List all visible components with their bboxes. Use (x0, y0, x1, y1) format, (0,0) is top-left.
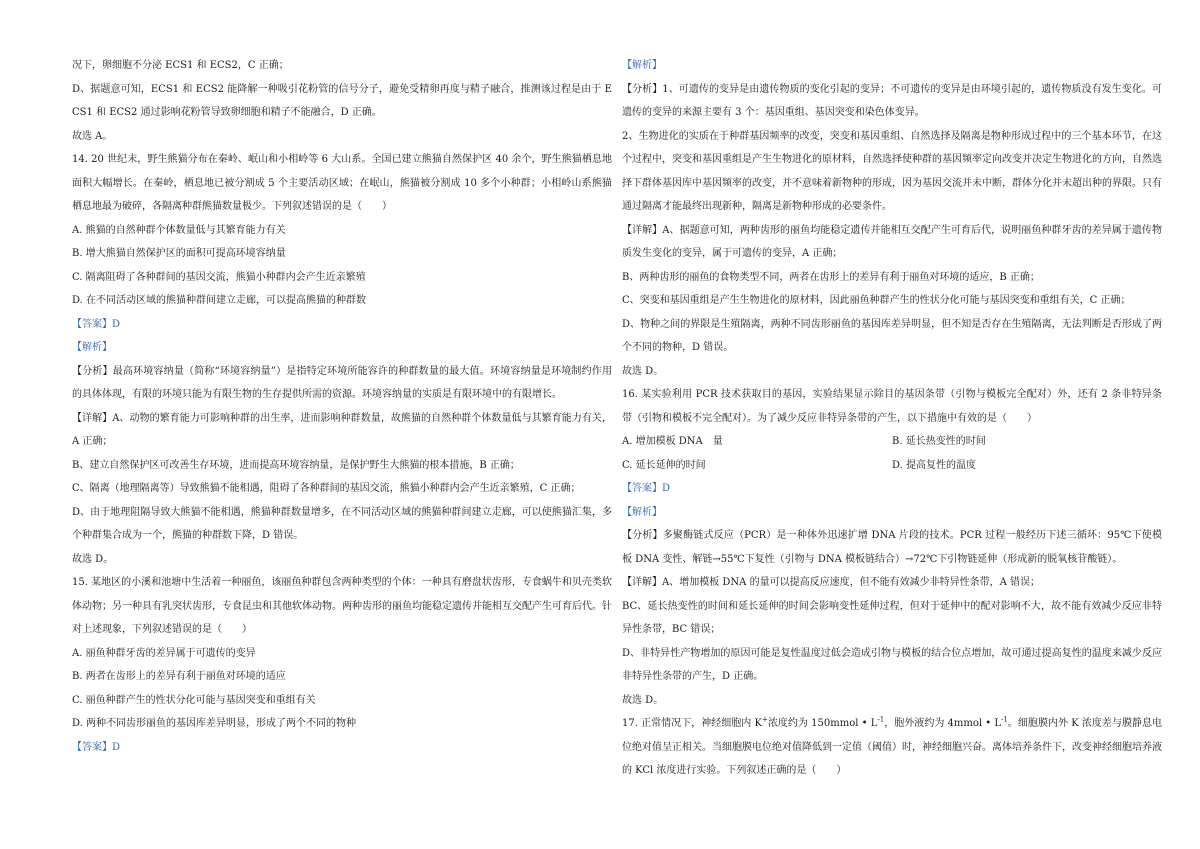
option-d: D. 在不同活动区域的熊猫种群间建立走廊，可以提高熊猫的种群数 (72, 295, 367, 306)
analysis-paragraph: 【分析】最高环境容纳量（简称“环境容纳量”）是指特定环境所能容许的种群数量的最大值。环境容纳量是环境制约作用的具体体现，有限的环境只能为有限生物的生存提供所需的资源。环境容纳量的实质是有限环境中的有限增长。 (72, 365, 612, 400)
conclusion: 故选 D。 (622, 365, 664, 377)
option-d: D. 两种不同齿形丽鱼的基因库差异明显，形成了两个不同的物种 (72, 718, 357, 729)
left-column (72, 54, 612, 759)
option-b: B. 延长热变性的时间 (892, 436, 986, 447)
detail-paragraph: C、隔离（地理隔离等）导致熊猫不能相遇，阻碍了各种群间的基因交流，熊猫小种群内会产生近亲繁殖，C 正确； (72, 483, 581, 494)
q17-sup-1: + (762, 715, 768, 724)
detail-paragraph: BC、延长热变性的时间和延长延伸的时间会影响变性延伸过程，但对于延伸中的配对影响不大，故不能有效减少反应非特异性条带，BC 错误； (622, 600, 1162, 635)
option-b: B. 增大熊猫自然保护区的面积可提高环境容纳量 (72, 248, 286, 259)
question-16-options (622, 430, 1162, 477)
detail-paragraph: 【详解】A、据题意可知，两种齿形的丽鱼均能稳定遗传并能相互交配产生可育后代，说明丽鱼种群牙齿的差异属于遗传物质发生变化的变异，属于可遗传的变异，A 正确； (622, 224, 1162, 259)
question-15-stem: 15. 某地区的小溪和池塘中生活着一种丽鱼，该丽鱼种群包含两种类型的个体：一种具有磨盘状齿形，专食蜗牛和贝壳类软体动物；另一种具有乳突状齿形，专食昆虫和其他软体动物。两种齿形的丽鱼均能稳定遗传并能相互交配产生可育后代。针对上述现象，下列叙述错误的是（ ） (72, 577, 612, 635)
conclusion: 故选 D。 (622, 694, 664, 706)
text-paragraph: D、据题意可知，ECS1 和 ECS2 能降解一种吸引花粉管的信号分子，避免受精卵再度与精子融合，推测该过程是由于 ECS1 和 ECS2 通过影响花粉管导致卵细胞和精子不能融合，D 正确。 (72, 83, 612, 118)
q17-sup-3: -1 (1001, 715, 1008, 724)
option-a: A. 熊猫的自然种群个体数量低与其繁育能力有关 (72, 224, 286, 236)
option-c: C. 隔离阻碍了各种群间的基因交流，熊猫小种群内会产生近亲繁殖 (72, 271, 366, 283)
analysis-label: 【解析】 (72, 342, 112, 353)
option-a: A. 增加模板 DNA 量 (622, 436, 723, 447)
analysis-paragraph: 【分析】多聚酶链式反应（PCR）是一种体外迅速扩增 DNA 片段的技术。PCR 过程一般经历下述三循环：95℃下使模板 DNA 变性、解链→55℃下复性（引物与 DNA 模板链结合）→72℃下引物链延伸（形成新的脱氧核苷酸链）。 (622, 530, 1162, 565)
option-d: D. 提高复性的温度 (892, 459, 977, 471)
option-a: A. 丽鱼种群牙齿的差异属于可遗传的变异 (72, 647, 256, 659)
conclusion: 故选 D。 (72, 553, 114, 565)
q17-text-4: 。细胞膜内外 K 浓度差与膜静息电位绝对值呈正相关。当细胞膜电位绝对值降低到一定值（阈值）时，神经细胞兴奋。离体培养条件下，改变神经细胞培养液的 KCl 浓度进行实验。下列叙述正确的是（ ） (622, 718, 1163, 776)
analysis-label: 【解析】 (622, 60, 662, 71)
answer-label: 【答案】D (72, 318, 121, 330)
q17-text-1: 17. 正常情况下，神经细胞内 K (622, 718, 762, 729)
q17-text-3: ，胞外液约为 4mmol • L (884, 718, 1002, 729)
text-paragraph: 故选 A。 (72, 130, 113, 142)
q17-text-2: 浓度约为 150mmol • L (767, 718, 878, 729)
answer-label: 【答案】D (72, 741, 121, 753)
detail-paragraph: D、由于地理阻隔导致大熊猫不能相遇，熊猫种群数量增多，在不同活动区域的熊猫种群间建立走廊，可以使熊猫汇集，多个种群集合成为一个，熊猫的种群数下降，D 错误。 (72, 506, 612, 541)
question-17-stem (622, 712, 1162, 783)
q17-sup-2: -1 (877, 715, 885, 724)
detail-paragraph: 【详解】A、动物的繁育能力可影响种群的出生率，进而影响种群数量，故熊猫的自然种群个体数量低与其繁育能力有关，A 正确； (72, 412, 612, 447)
analysis-paragraph: 【分析】1、可遗传的变异是由遗传物质的变化引起的变异；不可遗传的变异是由环境引起的，遗传物质没有发生变化。可遗传的变异的来源主要有 3 个：基因重组、基因突变和染色体变异。 (622, 83, 1162, 118)
detail-paragraph: C、突变和基因重组是产生生物进化的原材料，因此丽鱼种群产生的性状分化可能与基因突变和重组有关，C 正确； (622, 295, 1131, 306)
option-c: C. 丽鱼种群产生的性状分化可能与基因突变和重组有关 (72, 694, 316, 706)
analysis-label: 【解析】 (622, 506, 662, 518)
right-column (622, 54, 1162, 783)
detail-paragraph: B、两种齿形的丽鱼的食物类型不同，两者在齿形上的差异有利于丽鱼对环境的适应，B 正确； (622, 271, 1040, 283)
text-paragraph: 况下，卵细胞不分泌 ECS1 和 ECS2，C 正确； (72, 60, 289, 71)
detail-paragraph: D、非特异性产物增加的原因可能是复性温度过低会造成引物与模板的结合位点增加，故可通过提高复性的温度来减少反应非特异性条带的产生，D 正确。 (622, 647, 1162, 682)
analysis-paragraph: 2、生物进化的实质在于种群基因频率的改变，突变和基因重组、自然选择及隔离是物种形成过程中的三个基本环节，在这个过程中，突变和基因重组是产生生物进化的原材料，自然选择使种群的基因频率定向改变并决定生物进化的方向，自然选择下群体基因库中基因频率的改变，并不意味着新物种的形成，因为基因交流并未中断，群体分化并未超出种的界限。只有通过隔离才能最终出现新种，隔离是新物种形成的必要条件。 (622, 130, 1162, 212)
question-14-stem: 14. 20 世纪末，野生熊猫分布在秦岭、岷山和小相岭等 6 大山系。全国已建立熊猫自然保护区 40 余个，野生熊猫栖息地面积大幅增长。在秦岭，栖息地已被分割成 5 个主要活动区域；在岷山，熊猫被分割成 10 多个小种群；小相岭山系熊猫栖息地最为破碎，各隔离种群熊猫数量极少。下列叙述错误的是（ ） (72, 154, 612, 212)
answer-label: 【答案】D (622, 483, 671, 494)
option-c: C. 延长延伸的时间 (622, 459, 706, 471)
option-b: B. 两者在齿形上的差异有利于丽鱼对环境的适应 (72, 671, 286, 682)
detail-paragraph: B、建立自然保护区可改善生存环境，进而提高环境容纳量，是保护野生大熊猫的根本措施，B 正确； (72, 459, 520, 471)
detail-paragraph: 【详解】A、增加模板 DNA 的量可以提高反应速度，但不能有效减少非特异性条带，A 错误； (622, 577, 1040, 588)
question-16-stem: 16. 某实验利用 PCR 技术获取目的基因，实验结果显示除目的基因条带（引物与模板完全配对）外，还有 2 条非特异条带（引物和模板不完全配对）。为了减少反应非特异条带的产生，以下措施中有效的是（ ） (622, 389, 1162, 424)
detail-paragraph: D、物种之间的界限是生殖隔离，两种不同齿形丽鱼的基因库差异明显，但不知是否存在生殖隔离，无法判断是否形成了两个不同的物种，D 错误。 (622, 318, 1162, 353)
